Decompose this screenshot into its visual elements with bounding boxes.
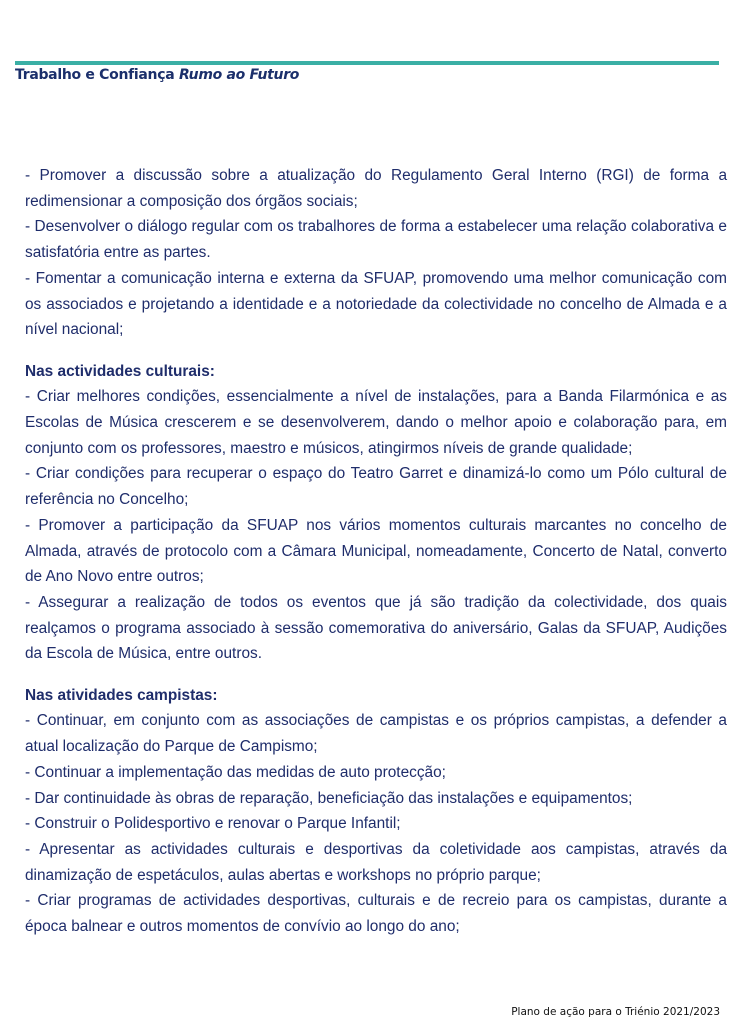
- section-heading-campistas: Nas atividades campistas:: [25, 686, 218, 704]
- list-item: - Promover a participação da SFUAP nos vários momentos culturais marcantes no concelho de Almada, através de protocolo com a Câmara Municipal, nomeadamente, Concerto de Natal, converto de Ano Novo entre outros;: [25, 516, 727, 586]
- document-body: [25, 163, 727, 940]
- list-item: - Dar continuidade às obras de reparação, beneficiação das instalações e equipamentos;: [25, 789, 633, 807]
- list-item: - Continuar, em conjunto com as associações de campistas e os próprios campistas, a defender a atual localização do Parque de Campismo;: [25, 712, 727, 756]
- list-item: - Fomentar a comunicação interna e externa da SFUAP, promovendo uma melhor comunicação com os associados e projetando a identidade e a notoriedade da colectividade no concelho de Almada e a nível nacional;: [25, 269, 727, 339]
- page-footer: Plano de ação para o Triénio 2021/2023: [511, 1006, 720, 1018]
- section-spacer: [25, 667, 727, 683]
- list-item: - Promover a discussão sobre a atualização do Regulamento Geral Interno (RGI) de forma a redimensionar a composição dos órgãos sociais;: [25, 167, 727, 210]
- list-item: - Apresentar as actividades culturais e desportivas da coletividade aos campistas, através da dinamização de espetáculos, aulas abertas e workshops no próprio parque;: [25, 840, 727, 884]
- list-item: - Criar condições para recuperar o espaço do Teatro Garret e dinamizá-lo como um Pólo cultural de referência no Concelho;: [25, 465, 727, 509]
- section-heading-culturais: Nas actividades culturais:: [25, 362, 215, 380]
- title-regular: Trabalho e Confiança: [15, 67, 179, 83]
- list-item: - Desenvolver o diálogo regular com os trabalhores de forma a estabelecer uma relação colaborativa e satisfatória entre as partes.: [25, 218, 727, 262]
- list-item: - Continuar a implementação das medidas de auto protecção;: [25, 763, 446, 781]
- document-header-title: [15, 67, 299, 83]
- list-item: - Assegurar a realização de todos os eventos que já são tradição da colectividade, dos quais realçamos o programa associado à sessão comemorativa do aniversário, Galas da SFUAP, Audições da Escola de Música, entre outros.: [25, 593, 727, 663]
- list-item: - Construir o Polidesportivo e renovar o Parque Infantil;: [25, 815, 401, 833]
- title-italic: Rumo ao Futuro: [178, 67, 300, 83]
- list-item: - Criar programas de actividades desportivas, culturais e de recreio para os campistas, durante a época balnear e outros momentos de convívio ao longo do ano;: [25, 892, 727, 936]
- section-spacer: [25, 343, 727, 359]
- header-accent-bar: [15, 61, 719, 65]
- list-item: - Criar melhores condições, essencialmente a nível de instalações, para a Banda Filarmónica e as Escolas de Música crescerem e se desenvolverem, dando o melhor apoio e colaboração para, em conjunto com os professores, maestro e músicos, atingirmos níveis de grande qualidade;: [25, 388, 727, 457]
